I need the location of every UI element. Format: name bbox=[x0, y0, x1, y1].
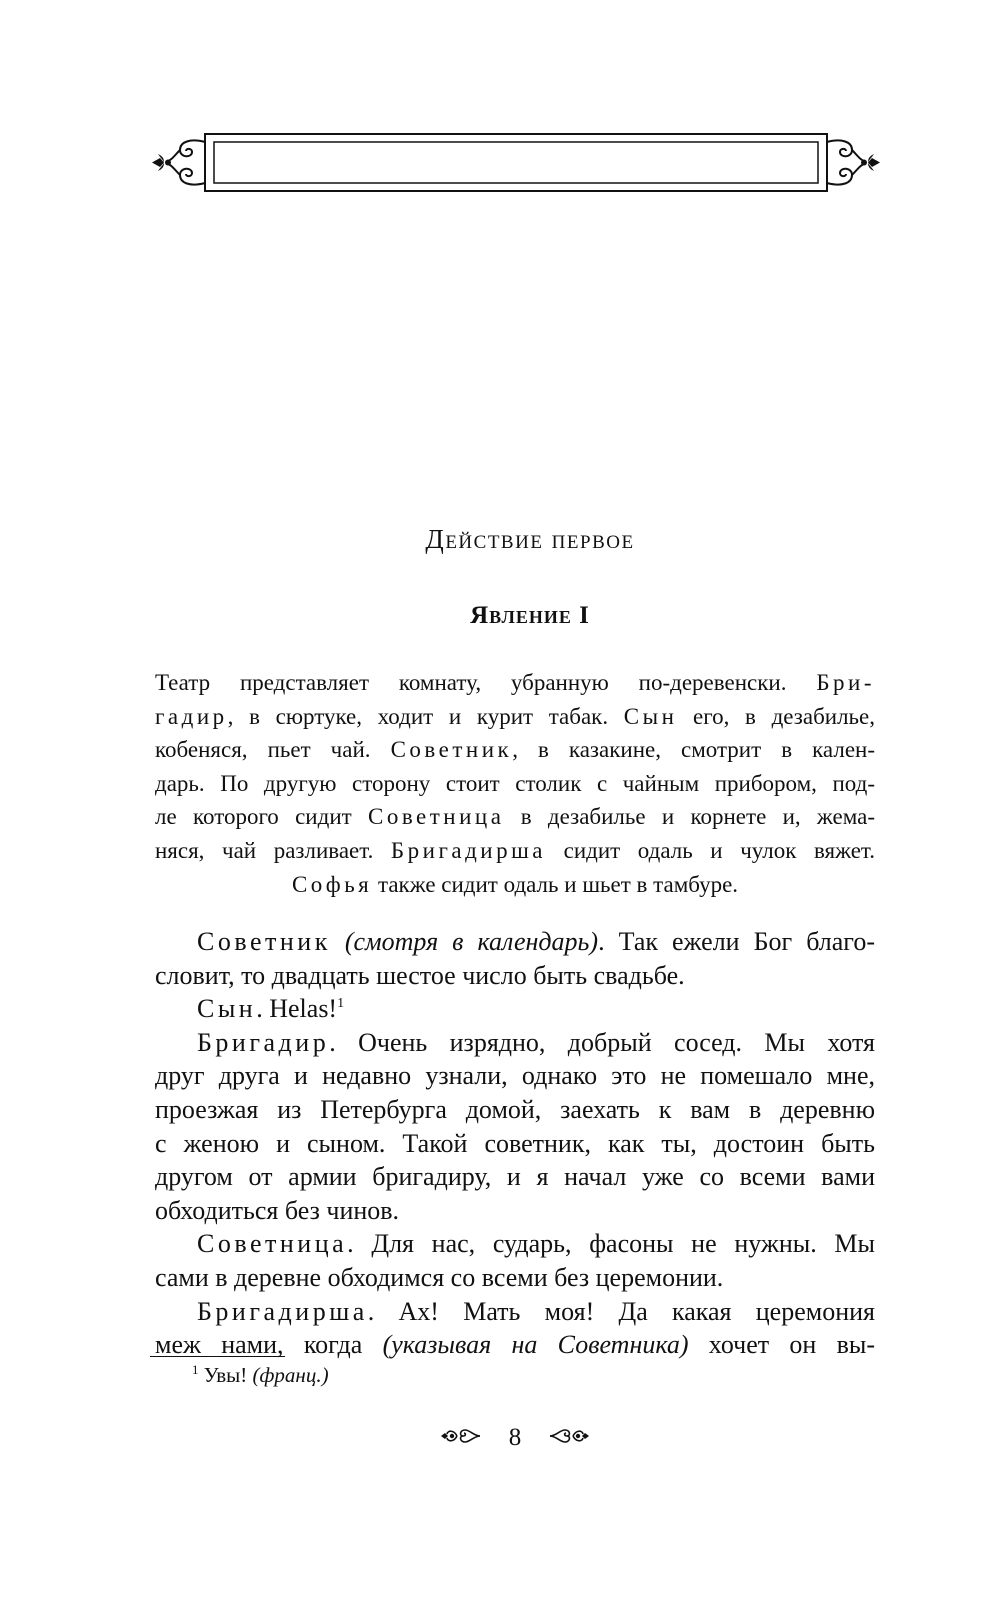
dialogue-line: Советник (смотря в календарь). Так ежели Бог благо- bbox=[197, 927, 875, 956]
flourish-right-icon bbox=[548, 1424, 590, 1453]
dialogue-line: Сын. Helas!$^1$ bbox=[197, 994, 345, 1024]
footnote-divider bbox=[150, 1356, 285, 1357]
dialogue-line: Бригадир. Очень изрядно, добрый сосед. Мы хотя bbox=[197, 1027, 875, 1057]
dialogue-replica bbox=[155, 1227, 875, 1294]
dialogue-replica bbox=[155, 992, 875, 1026]
dialogue-line: меж нами, когда (указывая на Советника) хочет он вы- bbox=[155, 1330, 875, 1360]
character-name: гадир bbox=[155, 703, 228, 729]
character-name: Бригадирша bbox=[197, 1296, 368, 1326]
character-name: Бри- bbox=[816, 670, 875, 695]
stage-remark: (смотря в календарь) bbox=[344, 927, 599, 956]
dialogue-line: проезжая из Петербурга домой, заехать к вам в деревню bbox=[155, 1094, 875, 1124]
footnote bbox=[192, 1360, 329, 1390]
character-name: Советник bbox=[390, 737, 513, 763]
dialogue-replica bbox=[155, 1026, 875, 1228]
dialogue-line: сами в деревне обходимся со всеми без церемонии. bbox=[155, 1262, 724, 1292]
flourish-left-icon bbox=[440, 1424, 482, 1453]
stage-direction-line: няся, чай разливает. Бригадирша сидит одаль и чулок вяжет. bbox=[155, 837, 875, 863]
stage-direction-line: Театр представляет комнату, убранную по-деревенски. Бри- bbox=[155, 670, 875, 695]
character-name: Сын bbox=[623, 703, 678, 729]
footnote-note: (франц.) bbox=[252, 1363, 329, 1387]
act-title: Действие первое bbox=[425, 524, 635, 554]
dialogue-replica bbox=[155, 1295, 875, 1362]
character-name: Советник bbox=[197, 927, 331, 956]
character-name: Бригадир bbox=[197, 1027, 330, 1057]
character-name: Бригадирша bbox=[390, 837, 547, 863]
dialogue-line: словит, то двадцать шестое число быть свадьбе. bbox=[155, 960, 685, 990]
dialogue-replica bbox=[155, 925, 875, 992]
stage-remark: (указывая на Советника) bbox=[382, 1330, 689, 1360]
stage-direction-line: гадир, в сюртуке, ходит и курит табак. Сын его, в дезабилье, bbox=[155, 703, 876, 729]
stage-direction-line: кобеняся, пьет чай. Советник, в казакине, смотрит в кален- bbox=[155, 737, 875, 763]
footnote-reference: 1 bbox=[337, 996, 345, 1012]
scene-title: Явление I bbox=[470, 602, 590, 629]
dialogue bbox=[155, 925, 875, 1362]
character-name: Советница bbox=[197, 1229, 348, 1259]
character-name: Советница bbox=[367, 804, 505, 830]
page-number: 8 bbox=[508, 1424, 522, 1451]
dialogue-line: обходиться без чинов. bbox=[155, 1195, 400, 1225]
character-name: Сын bbox=[197, 994, 257, 1024]
page-footer bbox=[440, 1418, 590, 1458]
stage-direction-line: Софья также сидит одаль и шьет в тамбуре. bbox=[291, 871, 739, 897]
footnote-mark: 1 bbox=[192, 1362, 199, 1377]
stage-direction bbox=[155, 666, 875, 901]
stage-direction-line: дарь. По другую сторону стоит столик с чайным прибором, под- bbox=[155, 770, 875, 796]
stage-direction-line: ле которого сидит Советница в дезабилье и корнете и, жема- bbox=[155, 804, 875, 830]
dialogue-line: Советница. Для нас, сударь, фасоны не нужны. Мы bbox=[197, 1229, 875, 1259]
character-name: Софья bbox=[291, 871, 373, 897]
dialogue-line: Бригадирша. Ах! Мать моя! Да какая церемония bbox=[197, 1296, 875, 1326]
footnote-text: Увы! bbox=[203, 1363, 253, 1387]
dialogue-line: другом от армии бригадиру, и я начал уже со всеми вами bbox=[155, 1162, 875, 1192]
dialogue-line: с женою и сыном. Такой советник, как ты, достоин быть bbox=[155, 1128, 875, 1158]
dialogue-line: друг друга и недавно узнали, однако это не помешало мне, bbox=[155, 1061, 875, 1091]
ornamental-frame-icon bbox=[150, 128, 882, 198]
